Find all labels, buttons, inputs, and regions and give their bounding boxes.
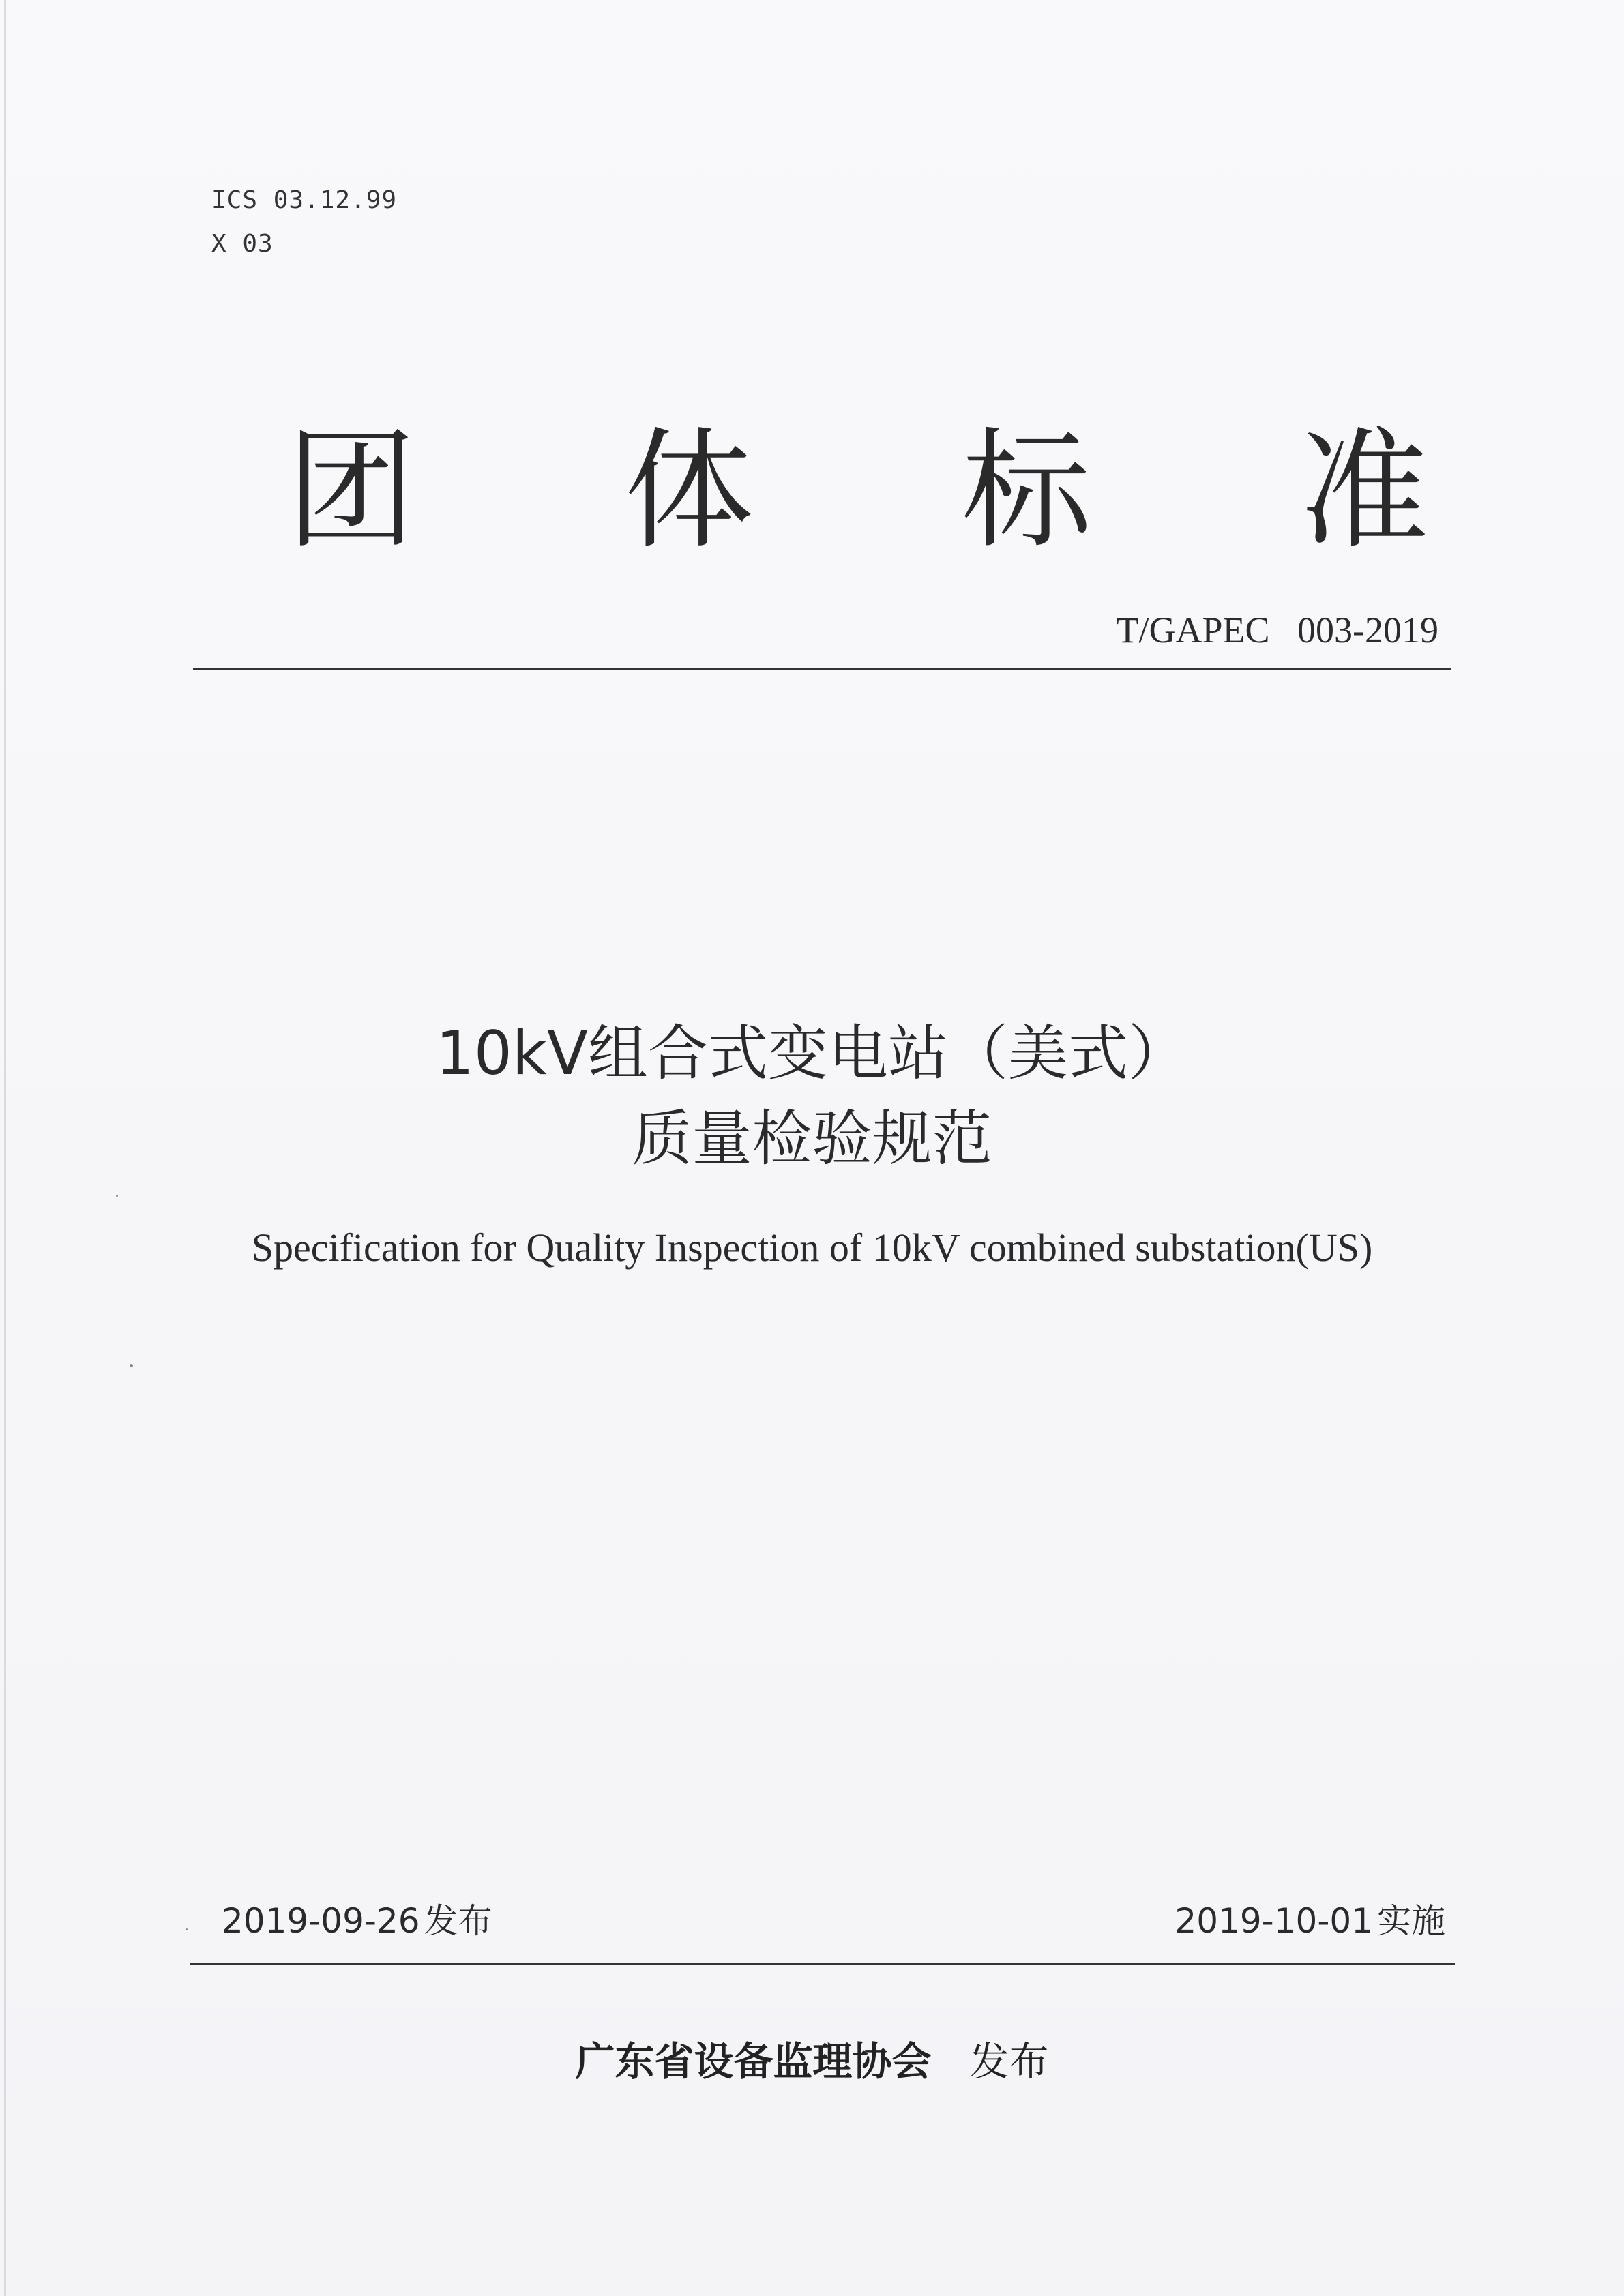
standard-type-char: 团	[286, 415, 417, 566]
scan-speck	[116, 1195, 118, 1197]
implement-date-block	[1175, 1899, 1445, 1943]
footer-divider	[190, 1963, 1455, 1965]
standard-number: T/GAPEC 003-2019	[1116, 610, 1438, 651]
title-cn-line2: 质量检验规范	[632, 1103, 992, 1174]
ics-code: ICS 03.12.99	[211, 186, 398, 214]
standard-type-heading	[0, 415, 1624, 566]
implement-date: 2019-10-01	[1175, 1901, 1373, 1941]
classification-codes	[211, 179, 397, 266]
standard-type-char: 体	[624, 415, 754, 566]
issue-label: 发布	[424, 1901, 492, 1941]
issue-date: 2019-09-26	[222, 1901, 420, 1941]
title-cn-line1: 10kV组合式变电站（美式）	[435, 1018, 1189, 1088]
issue-date-block	[222, 1899, 492, 1943]
class-code: X 03	[211, 230, 274, 258]
standard-type-char: 准	[1299, 415, 1430, 566]
publisher-line	[0, 2036, 1624, 2087]
publisher-action: 发布	[969, 2038, 1049, 2085]
standard-type-char: 标	[962, 415, 1092, 566]
publisher-org: 广东省设备监理协会	[575, 2038, 932, 2085]
title-en: Specification for Quality Inspection of 10kV combined substation(US)	[251, 1225, 1373, 1270]
scan-speck	[186, 1928, 188, 1930]
header-divider	[193, 668, 1451, 670]
implement-label: 实施	[1377, 1901, 1445, 1941]
scan-speck	[130, 1364, 133, 1367]
